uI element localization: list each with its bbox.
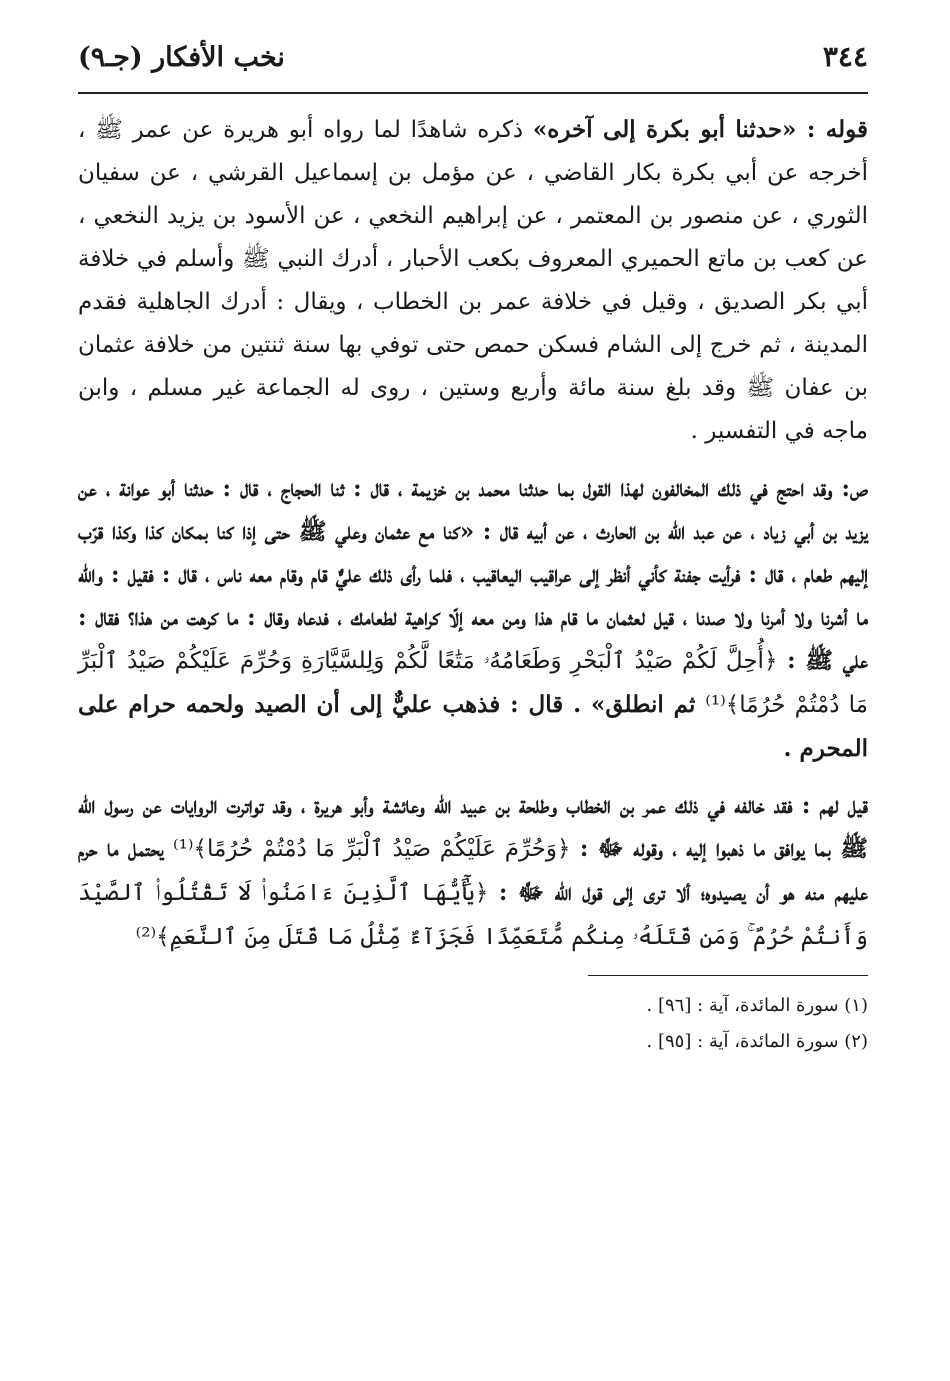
book-page	[78, 40, 868, 1060]
page-header	[78, 40, 868, 88]
paragraph-text: ص: وقد احتج في ذلك المخالفون لهذا القول بما حدثنا محمد بن خزيمة ، قال : ثنا الحجاج ، قال : حدثنا أبو عوانة ، عن يزيد بن أبي زياد ، عن عبد الله بن الحارث ، عن أبيه قال : «كنا مع عثمان وعلي ﷺ حتى إذا كنا بمكان كذا وكذا قرّب إليهم طعام ، قال : فرأيت جفنة كأني أنظر إلى عراقيب اليعاقيب ، فلما رأى ذلك عليٌّ قام وقام معه ناس ، قال : فقيل : والله ما أشرنا ولا أمرنا ولا صدنا ، قيل لعثمان ما قام هذا ومن معه إلّا كراهية لطعامك ، فدعاه وقال : ما كرهت من هذا؟ فقال : علي ﷺ :	[78, 475, 868, 674]
page-number: ٣٤٤	[822, 40, 868, 73]
paragraph-text: ثم انطلق» . قال : فذهب عليٌّ إلى أن الصيد ولحمه حرام على المحرم .	[78, 691, 868, 762]
footnote-divider	[588, 975, 868, 976]
quran-verse: ﴿وَحُرِّمَ عَلَيْكُمْ صَيْدُ ٱلْبَرِّ مَا دُمْتُمْ حُرُمًا﴾⁽¹⁾	[173, 836, 571, 862]
commentary-paragraph	[78, 108, 868, 453]
paragraph-text: قيل لهم : فقد خالفه في ذلك عمر بن الخطاب وطلحة بن عبيد الله وعائشة وأبو هريرة ، وقد تواترت الروايات عن رسول الله ﷺ بما يوافق ما ذهبوا إليه ، وقوله ﷻ :	[78, 792, 868, 862]
footnote-2: (٢) سورة المائدة، آية : [٩٥] .	[646, 1031, 868, 1052]
header-divider	[78, 92, 868, 94]
paragraph-lead: قوله : «حدثنا أبو بكرة إلى آخره»	[532, 116, 868, 143]
quran-verse: ﴿أُحِلَّ لَكُمْ صَيْدُ ٱلْبَحْرِ وَطَعَامُهُۥ مَتَٰعًا لَّكُمْ وَلِلسَّيَّارَةِ وَحُرِّمَ عَلَيْكُمْ صَيْدُ ٱلْبَرِّ مَا دُمْتُمْ حُرُمًا﴾⁽¹⁾	[78, 648, 868, 718]
footnote-1: (١) سورة المائدة، آية : [٩٦] .	[646, 995, 868, 1016]
quran-verse: ﴿يَٰٓأَيُّهَا ٱلَّذِينَ ءَامَنُوا۟ لَا تَقْتُلُوا۟ ٱلصَّيْدَ وَأَنتُمْ حُرُمٌ ۚ وَمَن قَتَلَهُۥ مِنكُم مُّتَعَمِّدًا فَجَزَآءٌ مِّثْلُ مَا قَتَلَ مِنَ ٱلنَّعَمِ﴾⁽²⁾	[78, 880, 868, 950]
paragraph-text: يحتمل ما حرم عليهم منه هو أن يصيدوه؛ ألا ترى إلى قول الله ﷻ :	[78, 835, 868, 906]
paragraph-text: ذكره شاهدًا لما رواه أبو هريرة عن عمر ﷺ ، أخرجه عن أبي بكرة بكار القاضي ، عن مؤمل بن إسماعيل القرشي ، عن سفيان الثوري ، عن منصور بن المعتمر ، عن إبراهيم النخعي ، عن الأسود بن يزيد النخعي ، عن كعب بن ماتع الحميري المعروف بكعب الأحبار ، أدرك النبي ﷺ وأسلم في خلافة أبي بكر الصديق ، وقيل في خلافة عمر بن الخطاب ، ويقال : أدرك الجاهلية فقدم المدينة ، ثم خرج إلى الشام فسكن حمص حتى توفي بها سنة ثنتين من خلافة عثمان بن عفان ﷺ وقد بلغ سنة مائة وأربع وستين ، روى له الجماعة غير مسلم ، وابن ماجه في التفسير .	[78, 117, 868, 444]
hadith-paragraph	[78, 467, 868, 770]
book-title: نخب الأفكار (جـ٩)	[78, 42, 285, 73]
response-paragraph	[78, 784, 868, 959]
